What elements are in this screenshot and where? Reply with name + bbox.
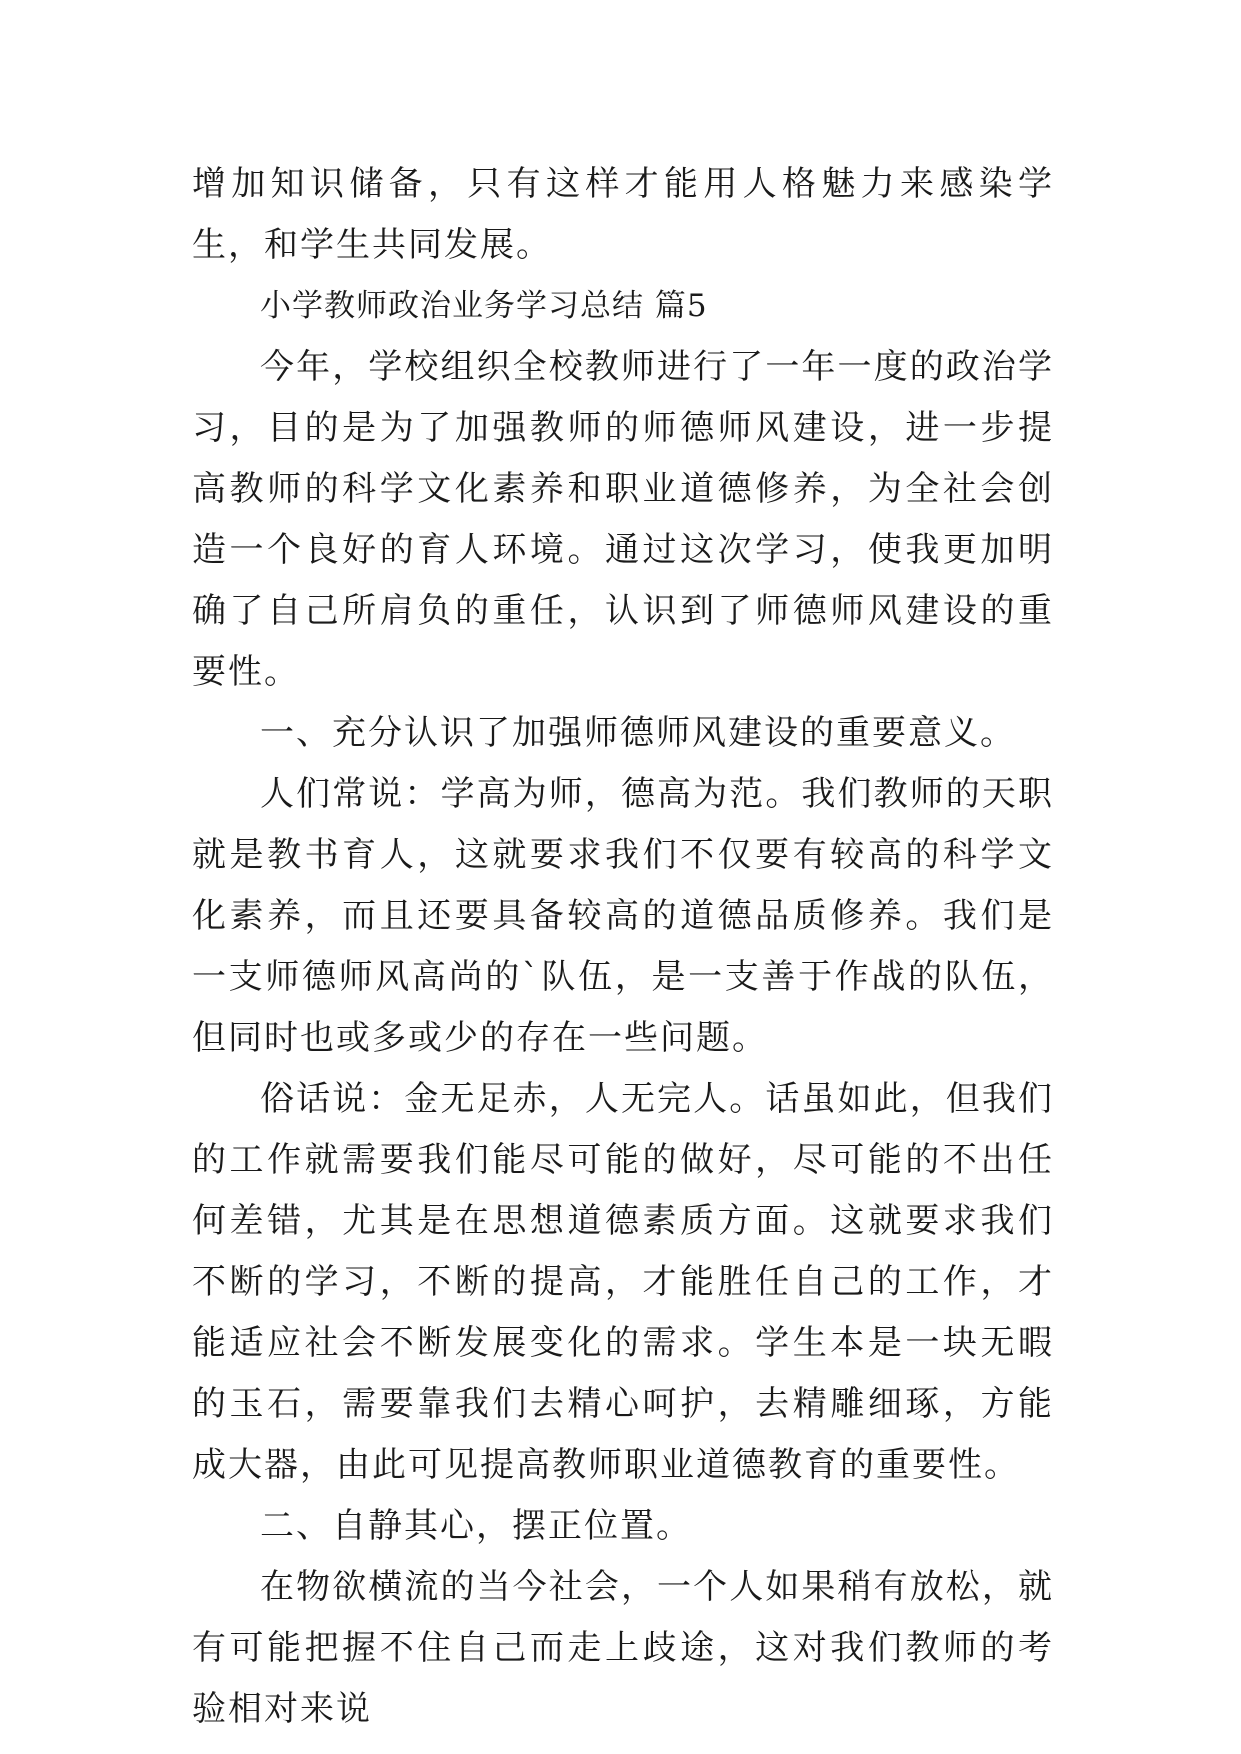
paragraph: 今年，学校组织全校教师进行了一年一度的政治学习，目的是为了加强教师的师德师风建设，进一步提高教师的科学文化素养和职业道德修养，为全社会创造一个良好的育人环境。通过这次学习，使我更加明确了自己所肩负的重任，认识到了师德师风建设的重要性。: [192, 347, 1054, 692]
paragraph: 人们常说：学高为师，德高为范。我们教师的天职就是教书育人，这就要求我们不仅要有较高的科学文化素养，而且还要具备较高的道德品质修养。我们是一支师德师风高尚的`队伍，是一支善于作战的队伍，但同时也或多或少的存在一些问题。: [192, 774, 1054, 1058]
section-title: 小学教师政治业务学习总结 篇5: [260, 288, 708, 324]
section-heading: 二、自静其心，摆正位置。: [260, 1506, 692, 1546]
document-body: [192, 154, 1054, 1740]
section-heading: 一、充分认识了加强师德师风建设的重要意义。: [260, 713, 1016, 753]
paragraph: 在物欲横流的当今社会，一个人如果稍有放松，就有可能把握不住自己而走上歧途，这对我们教师的考验相对来说: [192, 1567, 1054, 1729]
paragraph: 俗话说：金无足赤，人无完人。话虽如此，但我们的工作就需要我们能尽可能的做好，尽可能的不出任何差错，尤其是在思想道德素质方面。这就要求我们不断的学习，不断的提高，才能胜任自己的工作，才能适应社会不断发展变化的需求。学生本是一块无暇的玉石，需要靠我们去精心呵护，去精雕细琢，方能成大器，由此可见提高教师职业道德教育的重要性。: [192, 1079, 1054, 1485]
paragraph: 增加知识储备，只有这样才能用人格魅力来感染学生，和学生共同发展。: [192, 164, 1054, 265]
